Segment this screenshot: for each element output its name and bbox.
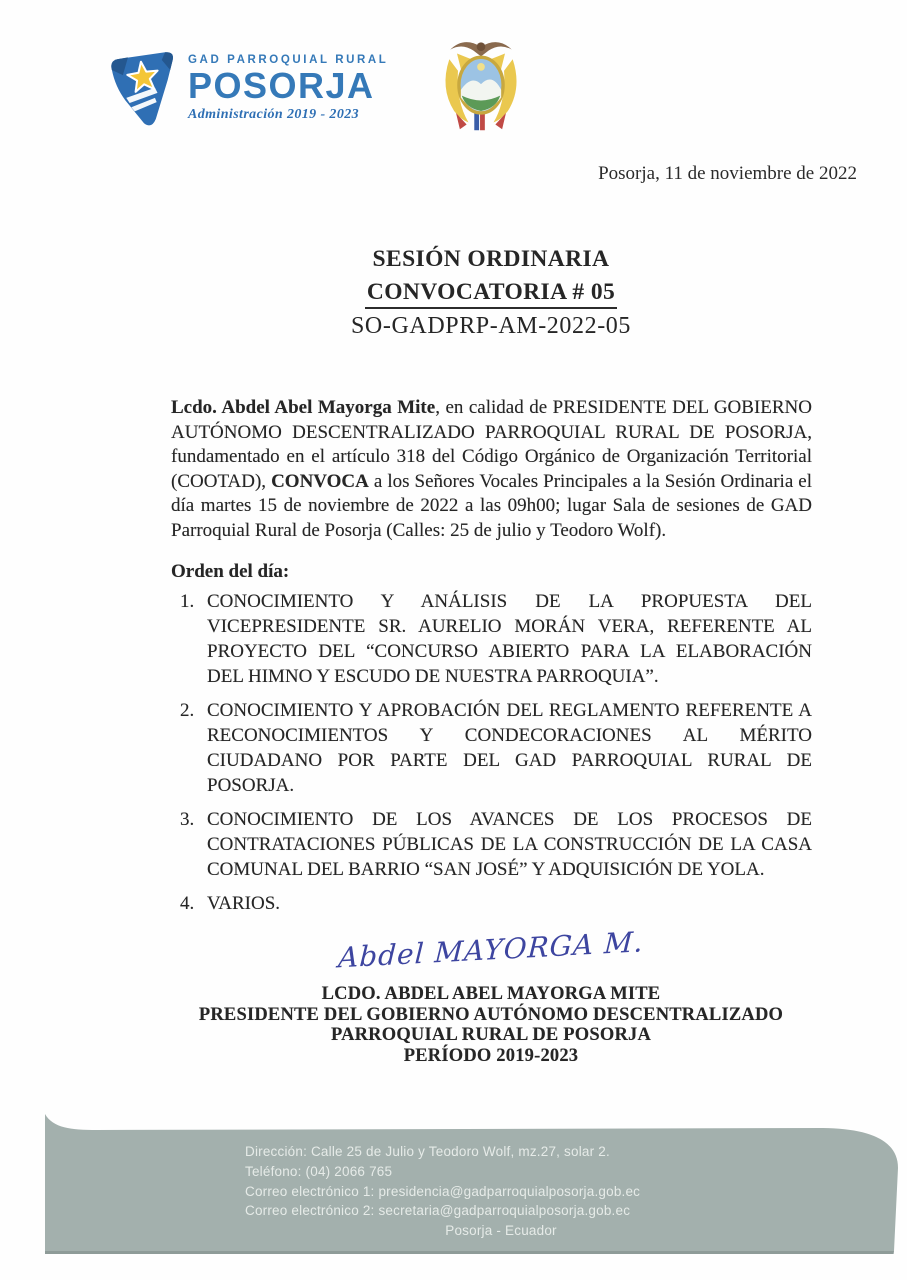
- footer-phone: Teléfono: (04) 2066 765: [245, 1163, 393, 1179]
- title-code: SO-GADPRP-AM-2022-05: [350, 313, 632, 339]
- agenda-item-text: CONOCIMIENTO DE LOS AVANCES DE LOS PROCESOS DE CONTRATACIONES PÚBLICAS DE LA CONSTRUCCIÓN DE LA CASA COMUNAL DEL BARRIO “SAN JOSÉ” Y ADQUISICIÓN DE YOLA.: [207, 809, 812, 880]
- agenda-item-number: 1.: [180, 591, 195, 612]
- logo-name: POSORJA: [188, 65, 375, 106]
- footer-email-1: Correo electrónico 1: presidencia@gadparroquialposorja.gob.ec: [245, 1183, 641, 1199]
- title-convocatoria-text: CONVOCATORIA # 05: [365, 279, 617, 309]
- agenda-item: [180, 589, 812, 689]
- logo-org-line: GAD PARROQUIAL RURAL: [188, 54, 389, 66]
- footer-address: Dirección: Calle 25 de Julio y Teodoro Wolf, mz.27, solar 2.: [245, 1144, 610, 1159]
- signatory-block: [141, 984, 841, 1066]
- agenda-item-number: 2.: [180, 700, 195, 721]
- footer-contact-block: [245, 1142, 757, 1241]
- signatory-name: LCDO. ABDEL ABEL MAYORGA MITE: [321, 984, 661, 1004]
- header-logo: [106, 44, 388, 140]
- document-title-block: [171, 246, 811, 340]
- footer-email-2: Correo electrónico 2: secretaria@gadparroquialposorja.gob.ec: [245, 1203, 631, 1219]
- agenda-item-number: 3.: [180, 809, 195, 830]
- logo-text-block: [188, 44, 388, 140]
- signatory-title-line1: PRESIDENTE DEL GOBIERNO AUTÓNOMO DESCENTRALIZADO: [198, 1004, 784, 1025]
- agenda-item: [180, 891, 812, 916]
- posorja-shield-logo-icon: [106, 44, 182, 140]
- agenda-item: [180, 807, 812, 882]
- agenda-item: [180, 698, 812, 798]
- body-tail: a los Señores Vocales Principales a la Sesión Ordinaria el día martes 15 de noviembre de 2022 a las 09h00; lugar Sala de sesiones de GAD Parroquial Rural de Posorja (Calles: 25 de julio y Teodoro Wolf).: [171, 470, 813, 541]
- signatory-period: PERÍODO 2019-2023: [403, 1045, 579, 1066]
- agenda-heading: Orden del día:: [171, 561, 290, 582]
- ecuador-coat-of-arms-icon: [433, 34, 529, 142]
- logo-admin-line: Administración 2019 - 2023: [188, 107, 360, 122]
- agenda-item-text: CONOCIMIENTO Y APROBACIÓN DEL REGLAMENTO REFERENTE A RECONOCIMIENTOS Y CONDECORACIONES AL MÉRITO CIUDADANO POR PARTE DEL GAD PARROQUIAL RURAL DE POSORJA.: [207, 700, 812, 796]
- body-lead-bold: Lcdo. Abdel Abel Mayorga Mite: [171, 397, 436, 418]
- agenda-item-text: VARIOS.: [207, 893, 281, 914]
- agenda-list: [180, 589, 812, 925]
- footer-location: Posorja - Ecuador: [445, 1223, 557, 1239]
- signatory-title-line2: PARROQUIAL RURAL DE POSORJA: [330, 1025, 652, 1045]
- body-convoca-bold: CONVOCA: [271, 470, 369, 492]
- body-after-lead: , en calidad de PRESIDENTE DEL GOBIERNO AUTÓNOMO DESCENTRALIZADO PARROQUIAL RURAL DE POSORJA, fundamentado en el artículo 318 del Código Orgánico de Organización Territorial (COOTAD),: [171, 397, 813, 492]
- title-convocatoria: [171, 279, 811, 306]
- agenda-item-number: 4.: [180, 893, 195, 914]
- signature-handwriting: Abdel MAYORGA M.: [337, 925, 645, 975]
- date-line: Posorja, 11 de noviembre de 2022: [598, 163, 857, 184]
- agenda-item-text: CONOCIMIENTO Y ANÁLISIS DE LA PROPUESTA DEL VICEPRESIDENTE SR. AURELIO MORÁN VERA, REFERENTE AL PROYECTO DEL “CONCURSO ABIERTO PARA LA ELABORACIÓN DEL HIMNO Y ESCUDO DE NUESTRA PARROQUIA”.: [207, 591, 812, 687]
- body-paragraph: [171, 396, 812, 544]
- title-session: SESIÓN ORDINARIA: [372, 246, 610, 272]
